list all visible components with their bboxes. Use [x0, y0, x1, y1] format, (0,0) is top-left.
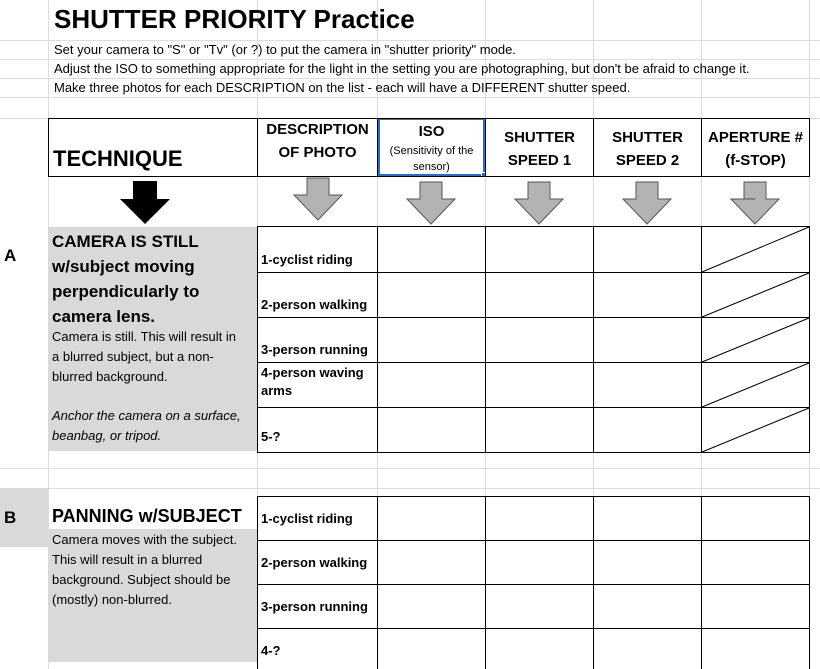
section-a-row-4-line1: 4-person waving: [261, 365, 364, 380]
section-b-title: PANNING w/SUBJECT: [52, 506, 242, 526]
section-b-row-3[interactable]: 3-person running: [261, 599, 368, 614]
section-a-tip-line2: beanbag, or tripod.: [52, 428, 162, 443]
section-a-body-line1: Camera is still. This will result in: [52, 329, 236, 344]
section-a-title-line1: CAMERA IS STILL: [52, 232, 199, 251]
description-header-line2: OF PHOTO: [278, 144, 357, 161]
description-header-line1: DESCRIPTION: [266, 121, 369, 138]
section-b-body-line2: This will result in a blurred: [52, 552, 203, 567]
section-a-row-5[interactable]: 5-?: [261, 429, 281, 444]
section-a-row-4-line2: arms: [261, 383, 293, 398]
section-a-tip-line1: Anchor the camera on a surface,: [52, 408, 241, 423]
section-b-letter: B: [4, 508, 17, 527]
section-a-body-line3: blurred background.: [52, 369, 168, 384]
section-a-row-2[interactable]: 2-person walking: [261, 297, 368, 312]
aperture-header-line2: (f-STOP): [725, 152, 786, 169]
page-title: SHUTTER PRIORITY Practice: [54, 4, 415, 34]
section-b-row-2[interactable]: 2-person walking: [261, 555, 368, 570]
section-a-row-3[interactable]: 3-person running: [261, 342, 368, 357]
section-b-row-4[interactable]: 4-?: [261, 643, 281, 658]
instruction-line-3: Make three photos for each DESCRIPTION on the list - each will have a DIFFERENT shutter speed.: [54, 80, 631, 95]
ss1-header-line1: SHUTTER: [504, 129, 575, 146]
instruction-line-2: Adjust the ISO to something appropriate for the light in the setting you are photographing, but don't be afraid to change it.: [54, 61, 750, 76]
iso-header-line2: (Sensitivity of the: [389, 145, 474, 157]
iso-header-line3: sensor): [413, 161, 450, 173]
section-b-row-1[interactable]: 1-cyclist riding: [261, 511, 353, 526]
section-a-title-line4: camera lens.: [52, 307, 156, 326]
section-a-title-line3: perpendicularly to: [52, 282, 200, 301]
section-a-letter: A: [4, 246, 17, 265]
section-b-body-line3: background. Subject should be: [52, 572, 231, 587]
ss1-header-line2: SPEED 1: [507, 152, 572, 169]
section-b-body-line4: (mostly) non-blurred.: [52, 592, 172, 607]
ss2-header-line1: SHUTTER: [612, 129, 683, 146]
instruction-line-1: Set your camera to "S" or "Tv" (or ?) to put the camera in "shutter priority" mode.: [54, 42, 516, 57]
section-b-body-line1: Camera moves with the subject.: [52, 532, 237, 547]
ss2-header-line2: SPEED 2: [615, 152, 680, 169]
section-a-title-line2: w/subject moving: [52, 257, 195, 276]
aperture-header-line1: APERTURE #: [707, 129, 804, 146]
section-a-row-1[interactable]: 1-cyclist riding: [261, 252, 353, 267]
section-a-body-line2: a blurred subject, but a non-: [52, 349, 214, 364]
iso-header-line1: ISO: [418, 123, 445, 140]
technique-header: TECHNIQUE: [53, 146, 183, 171]
